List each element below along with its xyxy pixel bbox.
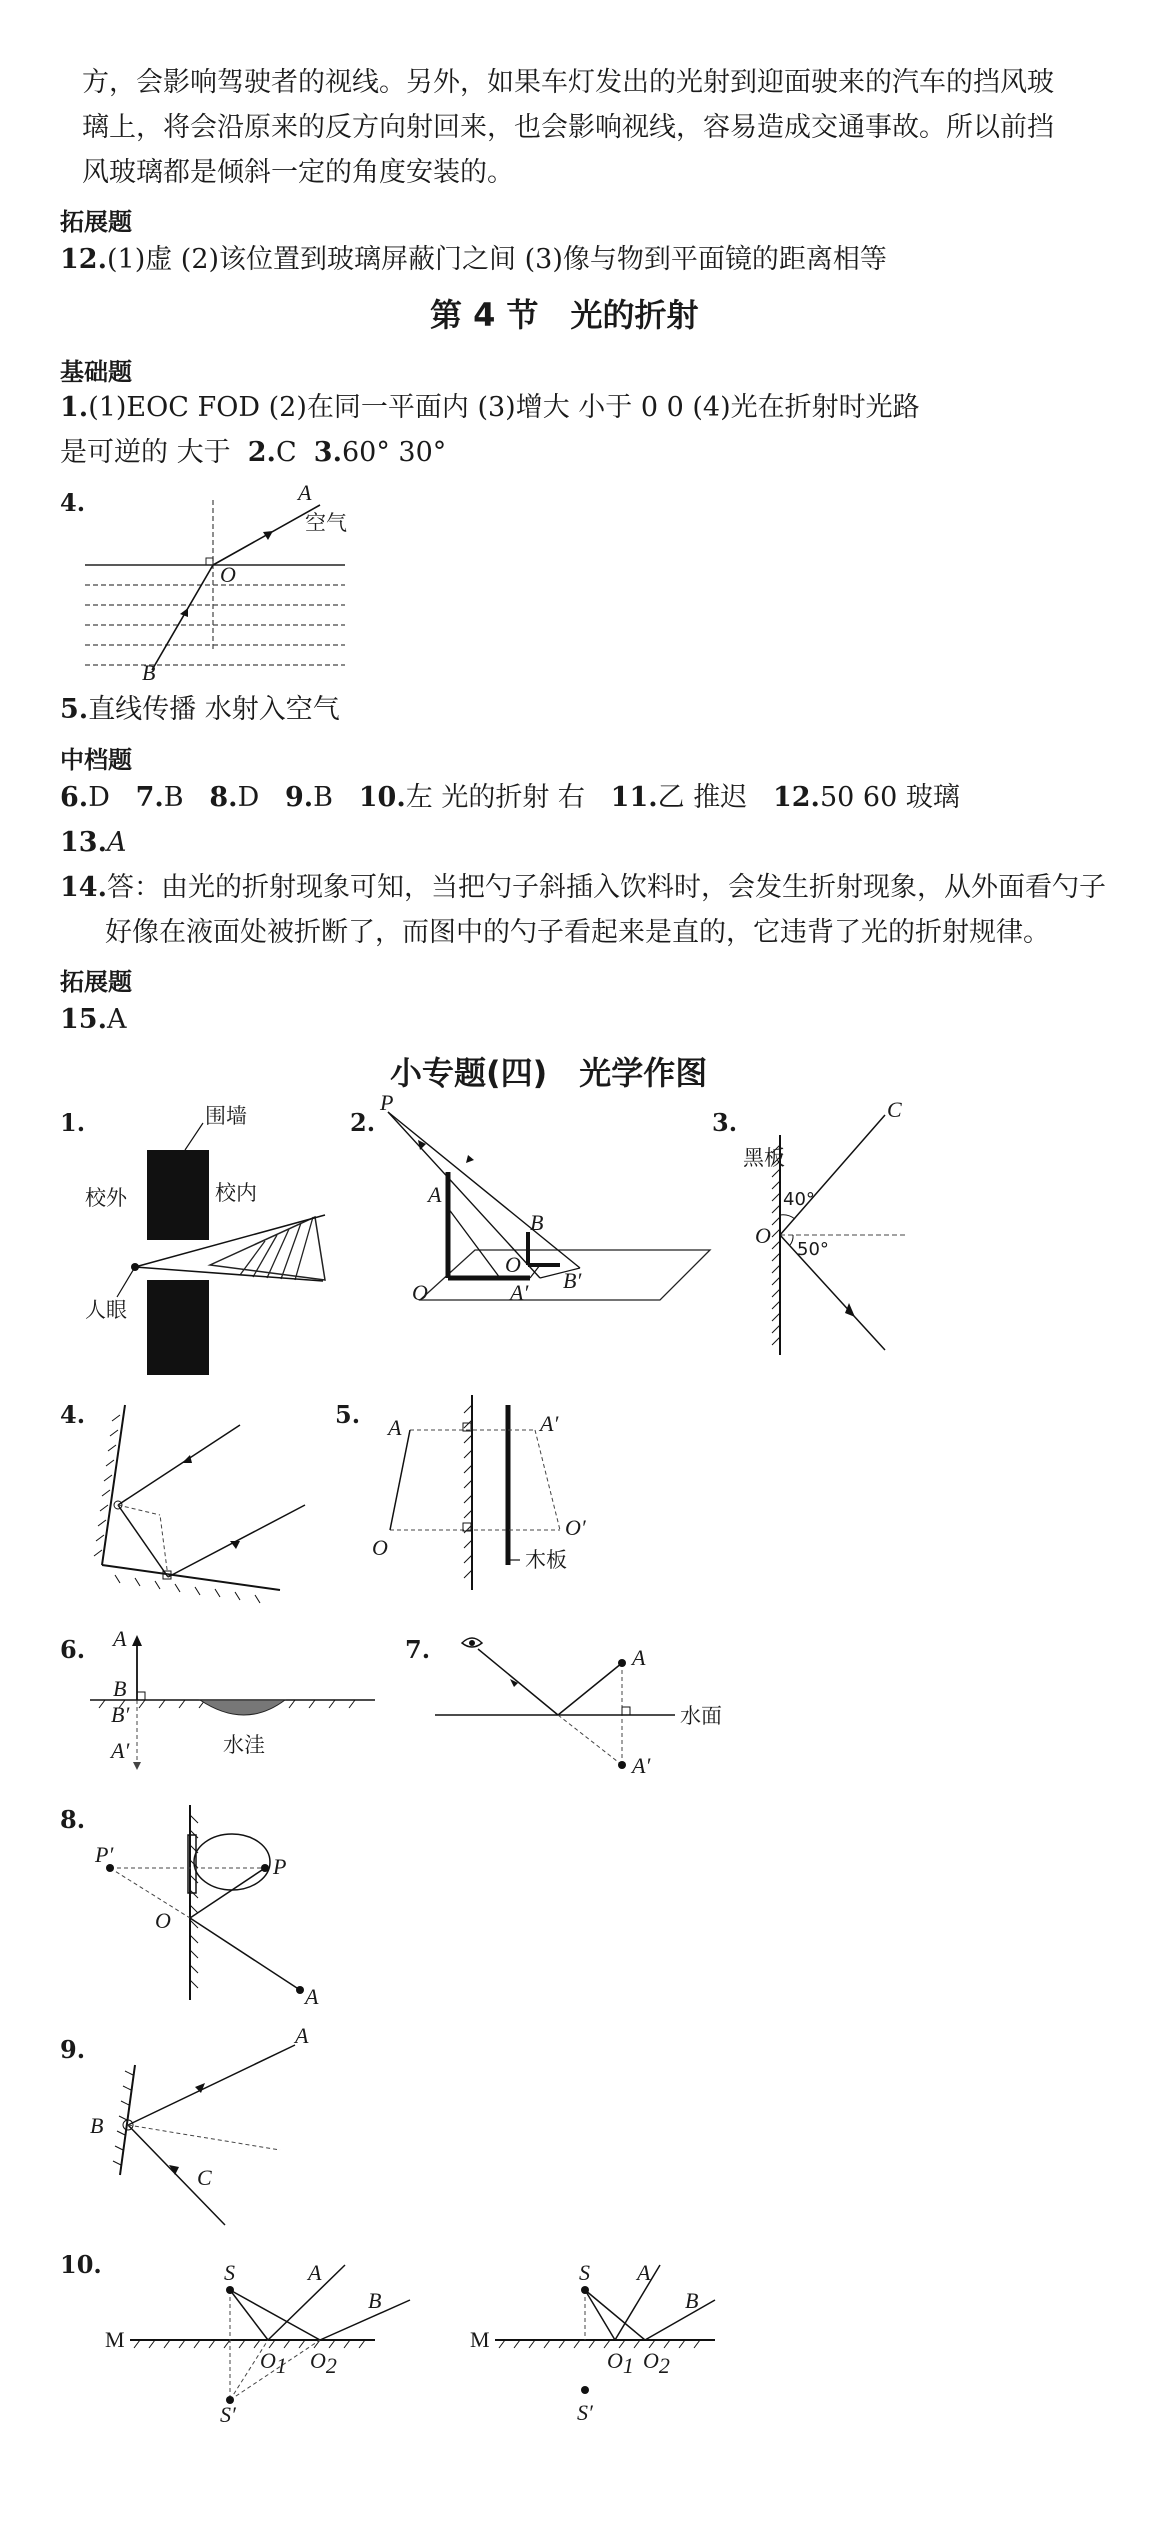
reflection-diagram-10-left bbox=[100, 2250, 400, 2427]
answer-text: 直线传播 水射入空气 bbox=[88, 694, 340, 725]
point-label-O2: O2 bbox=[643, 2348, 670, 2378]
figure-number: 9. bbox=[60, 2035, 86, 2064]
question-number: 14. bbox=[60, 872, 107, 903]
point-label-B: B bbox=[113, 1676, 127, 1701]
answer-text: A bbox=[106, 827, 127, 858]
puddle-label: 水洼 bbox=[223, 1733, 265, 1757]
point-label-O: O bbox=[372, 1535, 388, 1560]
question-number: 2. bbox=[247, 437, 276, 468]
puddle-reflection-diagram bbox=[85, 1626, 385, 1780]
answer-text: A bbox=[106, 1004, 127, 1035]
answer-text: 乙 推迟 bbox=[657, 782, 748, 813]
blackboard-label: 黑板 bbox=[743, 1146, 785, 1170]
point-label-P: P bbox=[273, 1854, 287, 1879]
answer-text: 60° 30° bbox=[341, 437, 447, 468]
answer-text: B bbox=[313, 782, 333, 813]
wooden-board-diagram bbox=[360, 1395, 620, 1595]
figure-number: 4. bbox=[60, 1400, 86, 1429]
question-number: 10. bbox=[358, 782, 406, 813]
angle-50: 50° bbox=[797, 1239, 829, 1260]
point-label-O: O bbox=[412, 1280, 428, 1305]
section-heading: 中档题 bbox=[60, 746, 132, 774]
point-label-A: A bbox=[308, 2260, 322, 2285]
section-title: 小专题(四) 光学作图 bbox=[390, 1054, 708, 1092]
point-label-S: S bbox=[224, 2260, 235, 2285]
answer-text: B bbox=[163, 782, 184, 813]
point-label-A-prime: A′ bbox=[111, 1738, 130, 1763]
point-label-C: C bbox=[197, 2165, 212, 2190]
paragraph-line: 风玻璃都是倾斜一定的角度安装的。 bbox=[82, 157, 514, 188]
refraction-diagram bbox=[80, 480, 380, 685]
point-label-B-prime: B′ bbox=[563, 1268, 582, 1293]
point-label-A: A bbox=[298, 480, 312, 505]
point-label-O1: O1 bbox=[607, 2348, 634, 2378]
blackboard-diagram bbox=[735, 1097, 975, 1365]
angle-40: 40° bbox=[783, 1189, 815, 1210]
answer-line bbox=[60, 242, 887, 278]
reflection-diagram-10-right bbox=[465, 2250, 765, 2425]
figure-number: 2. bbox=[350, 1108, 376, 1137]
question-number: 8. bbox=[209, 782, 238, 813]
answer-text: 是可逆的 大于 bbox=[60, 437, 231, 468]
point-label-A: A bbox=[637, 2260, 651, 2285]
point-label-A: A bbox=[305, 1984, 319, 2009]
question-number: 7. bbox=[135, 782, 164, 813]
question-number: 6. bbox=[60, 782, 89, 813]
point-label-A: A bbox=[295, 2023, 309, 2048]
point-label-A: A bbox=[113, 1626, 127, 1651]
point-label-O1: O1 bbox=[260, 2348, 287, 2378]
question-number: 5. bbox=[60, 694, 89, 725]
point-label-B: B bbox=[90, 2113, 104, 2138]
point-label-O: O bbox=[220, 562, 236, 587]
point-label-S-prime: S′ bbox=[220, 2402, 236, 2427]
answer-text: (1)EOC FOD (2)在同一平面内 (3)增大 小于 0 0 (4)光在折射时光路 bbox=[88, 392, 920, 423]
section-title: 第 4 节 光的折射 bbox=[430, 296, 699, 334]
answer-text: (1)虚 (2)该位置到玻璃屏蔽门之间 (3)像与物到平面镜的距离相等 bbox=[106, 244, 887, 275]
question-number: 4. bbox=[60, 488, 86, 517]
question-number: 15. bbox=[60, 1004, 107, 1035]
point-label-A-prime: A′ bbox=[540, 1411, 559, 1436]
question-number: 13. bbox=[60, 827, 107, 858]
point-label-S: S bbox=[579, 2260, 590, 2285]
answer-text: D bbox=[237, 782, 260, 813]
point-label-B: B bbox=[368, 2288, 382, 2313]
eye-label: 人眼 bbox=[85, 1298, 127, 1322]
point-label-A: A bbox=[428, 1182, 442, 1207]
question-number: 12. bbox=[60, 244, 107, 275]
wall-diagram bbox=[85, 1105, 345, 1375]
section-heading: 基础题 bbox=[60, 358, 132, 386]
answer-text: 答：由光的折射现象可知，当把勺子斜插入饮料时，会发生折射现象，从外面看勺子 bbox=[106, 872, 1106, 903]
answer-line: 好像在液面处被折断了，而图中的勺子看起来是直的，它违背了光的折射规律。 bbox=[105, 917, 1050, 948]
question-number: 12. bbox=[772, 782, 820, 813]
point-label-O: O bbox=[755, 1223, 771, 1248]
answer-line bbox=[60, 1002, 126, 1038]
figure-number: 8. bbox=[60, 1805, 86, 1834]
wall-label: 围墙 bbox=[205, 1104, 247, 1128]
answer-line bbox=[60, 825, 126, 861]
question-number: 1. bbox=[60, 392, 89, 423]
paragraph-line: 方，会影响驾驶者的视线。另外，如果车灯发出的光射到迎面驶来的汽车的挡风玻 bbox=[82, 67, 1054, 98]
mirror-ellipse-diagram bbox=[85, 1800, 345, 2010]
question-number: 11. bbox=[610, 782, 658, 813]
answer-text: D bbox=[88, 782, 110, 813]
board-label: 木板 bbox=[525, 1548, 567, 1572]
point-label-O2: O bbox=[505, 1252, 521, 1277]
figure-number: 1. bbox=[60, 1108, 86, 1137]
reflection-diagram-9 bbox=[85, 2025, 345, 2225]
answers-row bbox=[60, 780, 960, 816]
point-label-O2: O2 bbox=[310, 2348, 337, 2378]
answer-line bbox=[60, 692, 340, 728]
point-label-O-prime: O′ bbox=[565, 1515, 586, 1540]
answer-text: C bbox=[275, 437, 297, 468]
point-label-A: A bbox=[388, 1415, 402, 1440]
point-label-B: B bbox=[142, 660, 156, 685]
section-heading: 拓展题 bbox=[60, 968, 132, 996]
mirror-on-table-diagram bbox=[380, 1090, 710, 1310]
point-label-O: O bbox=[155, 1908, 171, 1933]
answer-line bbox=[60, 390, 920, 426]
point-label-P-prime: P′ bbox=[95, 1842, 114, 1867]
answer-text: 左 光的折射 右 bbox=[405, 782, 585, 813]
question-number: 9. bbox=[284, 782, 314, 813]
inside-label: 校内 bbox=[215, 1181, 257, 1205]
mirror-label-M: M bbox=[105, 2327, 125, 2352]
outside-label: 校外 bbox=[85, 1186, 127, 1210]
point-label-A: A bbox=[632, 1645, 646, 1670]
answer-line bbox=[60, 870, 1106, 906]
section-heading: 拓展题 bbox=[60, 208, 132, 236]
paragraph-line: 璃上，将会沿原来的反方向射回来，也会影响视线，容易造成交通事故。所以前挡 bbox=[82, 112, 1054, 143]
figure-number: 5. bbox=[335, 1400, 361, 1429]
figure-number: 7. bbox=[405, 1635, 431, 1664]
water-surface-diagram bbox=[430, 1625, 770, 1795]
answer-line bbox=[60, 435, 446, 471]
point-label-A-prime: A′ bbox=[632, 1753, 651, 1778]
question-number: 3. bbox=[313, 437, 342, 468]
point-label-C: C bbox=[887, 1097, 902, 1122]
answer-text: 50 60 玻璃 bbox=[819, 782, 960, 813]
point-label-P: P bbox=[380, 1090, 394, 1115]
point-label-S-prime: S′ bbox=[577, 2400, 593, 2425]
point-label-B-prime: B′ bbox=[111, 1702, 130, 1727]
corner-mirror-diagram bbox=[90, 1395, 320, 1615]
air-label: 空气 bbox=[305, 511, 347, 535]
point-label-B: B bbox=[530, 1210, 544, 1235]
point-label-B: B bbox=[685, 2288, 699, 2313]
mirror-label-M: M bbox=[470, 2327, 490, 2352]
figure-number: 3. bbox=[712, 1108, 738, 1137]
figure-number: 6. bbox=[60, 1635, 86, 1664]
figure-number: 10. bbox=[60, 2250, 102, 2279]
point-label-A-prime: A′ bbox=[510, 1280, 529, 1305]
water-surface-label: 水面 bbox=[680, 1704, 722, 1728]
